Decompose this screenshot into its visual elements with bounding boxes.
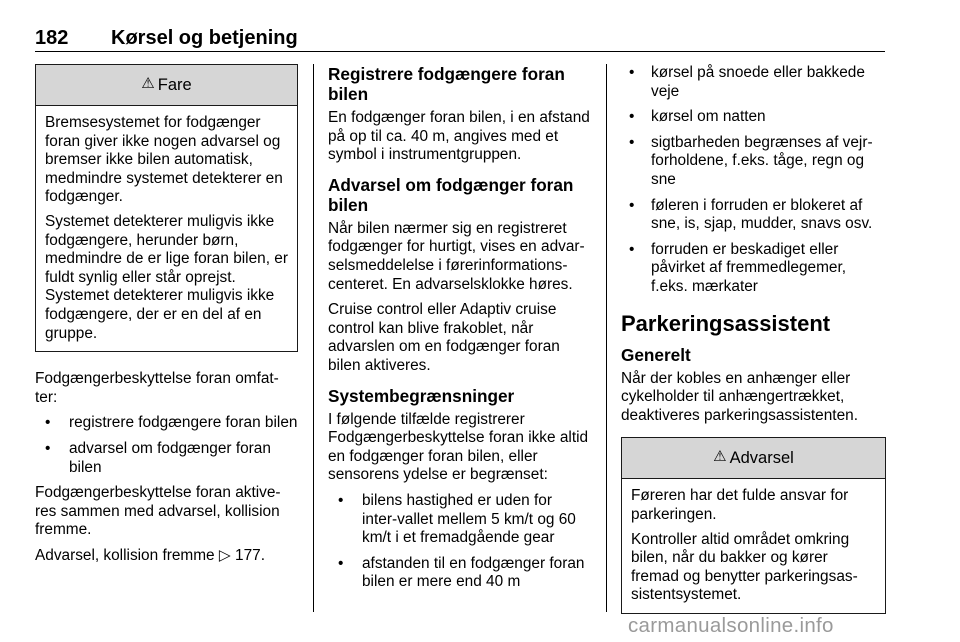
paragraph: En fodgænger foran bilen, i en afstand på op til ca. 40 m, angives med et symbol i instrumentgruppen. [328, 109, 590, 164]
paragraph: I følgende tilfælde registrerer Fodgængerbeskyttelse foran ikke altid en fodgænger foran bilen, eller sensorens ydelse er begrænset: [328, 410, 589, 484]
danger-box-header [36, 65, 297, 106]
page-number: 182 [35, 27, 69, 49]
section-heading: Advarsel om fodgænger foran bilen [328, 174, 574, 215]
list-item: • afstanden til en fodgænger foran bilen er mere end 40 m [328, 555, 590, 592]
activation-paragraph: Fodgængerbeskyttelse foran aktive-res sammen med advarsel, kollision fremme. [35, 484, 281, 539]
paragraph: Når der kobles en anhænger eller cykelholder til anhængertrækket, deaktiveres parkeringsassistenten. [621, 369, 858, 424]
danger-paragraph: Systemet detekterer muligvis ikke fodgængere, herunder børn, medmindre de er lige foran bilen, er fuldt synlig eller står oprejst. Systemet detekterer muligvis ikke fodgængere, der er en del af en gruppe. [45, 212, 288, 342]
header-divider [35, 51, 885, 52]
limitation-list [328, 492, 590, 592]
warning-triangle-icon: ⚠ [713, 448, 727, 466]
warning-paragraph: Kontroller altid området omkring bilen, når du bakker og kører fremad og benytter parkeringsas-sistentsystemet. [631, 530, 858, 604]
page-ref-arrow-icon: ▷ [218, 546, 231, 564]
list-item: • sigtbarheden begrænses af vejr-forholdene, f.eks. tåge, regn og sne [621, 134, 886, 190]
list-item: • kørsel på snoede eller bakkede veje [621, 64, 886, 101]
list-item: • føleren i forruden er blokeret af sne, is, sjap, mudder, snavs osv. [621, 197, 886, 234]
warning-triangle-icon: ⚠ [141, 74, 155, 92]
list-item: • bilens hastighed er uden for inter-vallet mellem 5 km/t og 60 km/t i et fremadgående gear [328, 492, 590, 548]
subsection-heading: Generelt [621, 344, 691, 365]
cross-reference-text: Advarsel, kollision fremme [35, 546, 215, 564]
paragraph: Cruise control eller Adaptiv cruise control kan blive frakoblet, når advarslen om en fodgænger foran bilen aktiveres. [328, 301, 560, 374]
cross-reference [35, 547, 298, 566]
danger-paragraph: Bremsesystemet for fodgænger foran giver ikke nogen advarsel og bremser ikke bilen automatisk, medmindre systemet detekterer en fodgænger. [45, 114, 283, 206]
column-1 [35, 64, 298, 572]
warning-paragraph: Føreren har det fulde ansvar for parkeringen. [631, 487, 849, 523]
watermark: carmanualsonline.info [628, 614, 834, 637]
column-2 [328, 64, 590, 599]
page-header [35, 27, 885, 49]
list-item: • registrere fodgængere foran bilen [35, 414, 298, 433]
list-item: • kørsel om natten [621, 108, 886, 127]
warning-box-title: Advarsel [729, 449, 794, 468]
section-heading: Systembegrænsninger [328, 385, 515, 406]
cross-reference-page[interactable]: 177. [235, 546, 265, 564]
danger-box [35, 64, 298, 352]
limitation-list-continued [621, 64, 886, 297]
column-divider-2 [606, 64, 607, 612]
column-3 [621, 64, 886, 614]
intro-paragraph: Fodgængerbeskyttelse foran omfat-ter: [35, 370, 279, 406]
chapter-heading: Parkeringsassistent [621, 310, 831, 336]
page-title: Kørsel og betjening [111, 27, 298, 49]
list-item: • advarsel om fodgænger foran bilen [35, 440, 298, 477]
warning-box-header [622, 438, 885, 479]
list-item: • forruden er beskadiget eller påvirket af fremmedlegemer, f.eks. mærkater [621, 241, 886, 297]
feature-list [35, 414, 298, 477]
section-heading: Registrere fodgængere foran bilen [328, 64, 565, 104]
danger-box-title: Fare [157, 75, 192, 94]
column-divider-1 [313, 64, 314, 612]
paragraph: Når bilen nærmer sig en registreret fodgænger for hurtigt, vises en advar-selsmeddelelse i førerinformations-centeret. En advarselsklokke høres. [328, 219, 585, 293]
warning-box [621, 437, 886, 614]
